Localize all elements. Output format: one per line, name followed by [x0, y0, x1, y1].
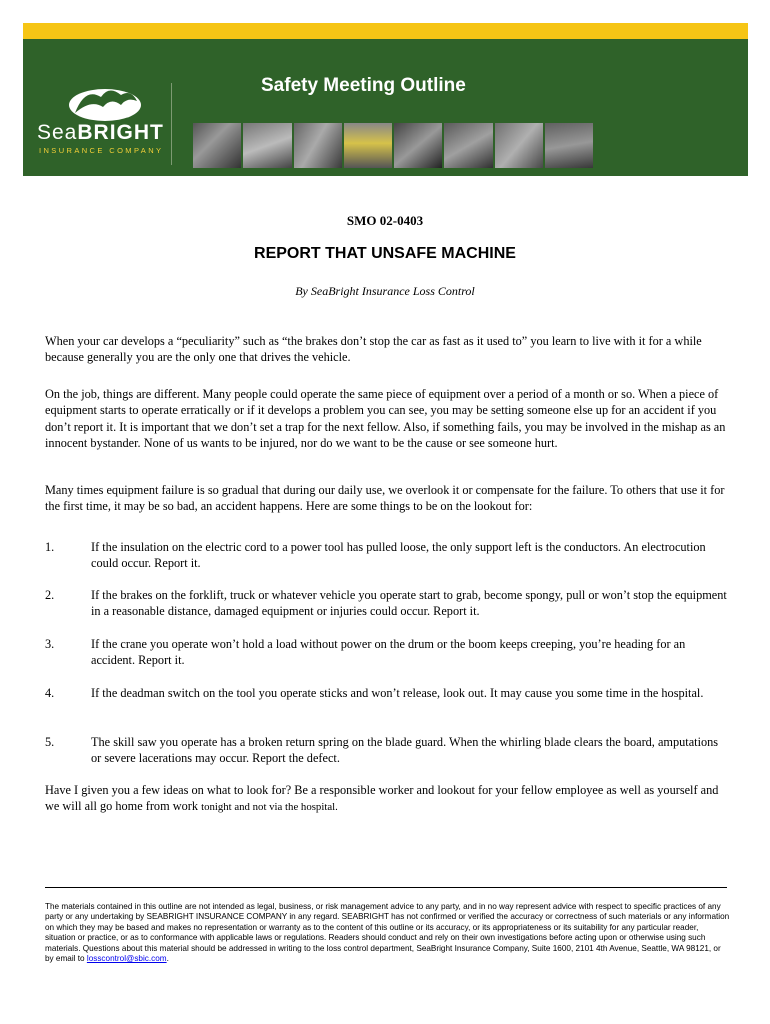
list-item-number: 2.: [45, 588, 55, 602]
logo-subtitle: INSURANCE COMPANY: [39, 146, 164, 155]
photo-industrial-1: [193, 123, 241, 168]
list-item-text: If the insulation on the electric cord to a power tool has pulled loose, the only support left is the conductors. An electrocution could occur. Report it.: [91, 540, 706, 571]
list-item-text: If the deadman switch on the tool you operate sticks and won’t release, look out. It may cause you some time in the hospital.: [91, 686, 704, 700]
header-top-bar: [23, 23, 748, 39]
document-code: SMO 02-0403: [346, 213, 424, 228]
logo-divider: [171, 83, 172, 165]
closing-text: Have I given you a few ideas on what to look for? Be a responsible worker and lookout for your fellow employee as well as yourself and we will all go home from work: [45, 783, 719, 814]
disclaimer-text: The materials contained in this outline are not intended as legal, business, or risk management advice to any party, and in no way represent advice with respect to specific practices of any party or any undertaking by SEABRIGHT INSURANCE COMPANY in any regard. SEABRIGHT has not confirmed or verified the accuracy or correctness of such materials or any information on which they may be based and makes no representation or warranty as to the content of this outline or its accuracy, or its appropriateness or its suitability for any particular reader, situation or practice, or as to conformance with applicable laws or regulations. Readers should conduct and rely on their own investigations before acting upon or otherwise using such materials. Questions about this material should be addressed in writing to the loss control department, SeaBright Insurance Company, Suite 1600, 2101 4th Avenue, Seattle, WA 98121, or by email to: [45, 902, 730, 964]
photo-industrial-3: [294, 123, 342, 168]
logo-word-bold: BRIGHT: [77, 121, 164, 144]
photo-industrial-5: [394, 123, 442, 168]
photo-industrial-4: [344, 123, 392, 168]
list-item-text: If the crane you operate won’t hold a load without power on the drum or the boom keeps creeping, you’re heading for an accident. Report it.: [91, 637, 686, 668]
list-item-number: 4.: [45, 686, 55, 700]
seabright-logo: [37, 83, 177, 183]
paragraph-lookout: Many times equipment failure is so gradual that during our daily use, we overlook it or compensate for the failure. To others that use it for the first time, it may be so bad, an accident happens. Here are some things to be on the lookout for:: [45, 483, 725, 514]
closing-text-small: tonight and not via the hospital.: [201, 801, 338, 814]
list-item-number: 1.: [45, 540, 55, 554]
page-title: Safety Meeting Outline: [261, 75, 466, 96]
paragraph-closing: [45, 782, 730, 816]
photo-strip: [193, 123, 593, 168]
disclaimer-end: .: [166, 954, 169, 964]
photo-industrial-7: [495, 123, 543, 168]
paragraph-on-the-job: On the job, things are different. Many people could operate the same piece of equipment over a period of a month or so. When a piece of equipment starts to operate erratically or if it develops a problem you can see, you may be setting someone else up for an accident if you don’t report it. It is important that we don’t set a trap for the next fellow. Also, if something fails, you may be involved in the mishap as an innocent bystander. None of us wants to be injured, nor do we want to be the cause or see someone hurt.: [45, 387, 726, 450]
list-item-text: The skill saw you operate has a broken return spring on the blade guard. When the whirling blade clears the board, amputations or severe lacerations may occur. Report the defect.: [91, 735, 719, 766]
list-item-number: 3.: [45, 637, 55, 651]
paragraph-intro: When your car develops a “peculiarity” such as “the brakes don’t stop the car as fast as it used to” you learn to live with it for a while because generally you are the only one that drives the vehicle.: [45, 334, 702, 365]
logo-wordmark: [37, 121, 164, 145]
email-link[interactable]: losscontrol@sbic.com: [86, 954, 167, 964]
document-heading: REPORT THAT UNSAFE MACHINE: [254, 245, 516, 262]
wave-logo-icon: [65, 83, 145, 123]
photo-industrial-8: [545, 123, 593, 168]
footer-divider: [45, 887, 727, 888]
photo-industrial-2: [243, 123, 291, 168]
photo-industrial-6: [444, 123, 492, 168]
logo-word-light: Sea: [37, 121, 78, 144]
header-banner: [23, 23, 748, 176]
list-item-text: If the brakes on the forklift, truck or whatever vehicle you operate start to grab, become spongy, pull or won’t stop the equipment in a reasonable distance, damaged equipment or injuries could occur. Report it.: [91, 588, 727, 619]
footer-disclaimer: [45, 902, 731, 964]
list-item-number: 5.: [45, 735, 55, 749]
document-byline: By SeaBright Insurance Loss Control: [295, 284, 475, 298]
